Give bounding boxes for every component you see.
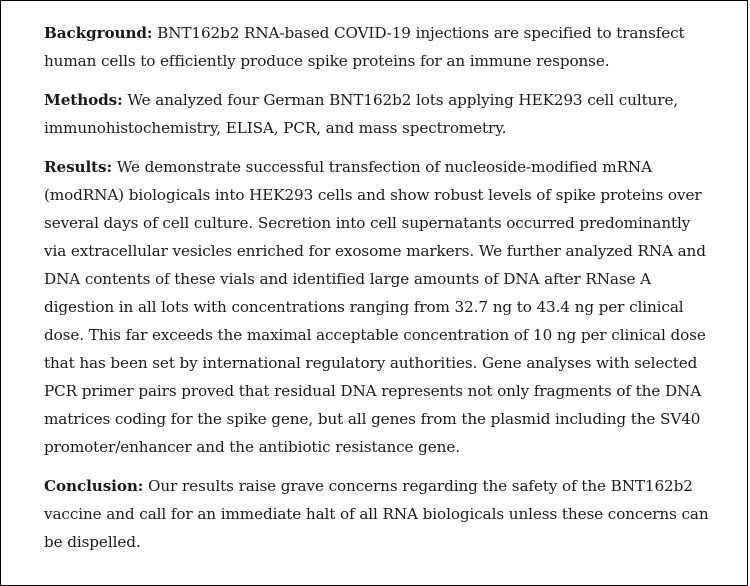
results-section (44, 153, 712, 461)
background-section (44, 19, 712, 75)
background-label: Background: (44, 24, 153, 42)
conclusion-section (44, 472, 712, 556)
methods-label: Methods: (44, 91, 123, 109)
methods-text: We analyzed four German BNT162b2 lots applying HEK293 cell culture, immunohistochemistry, ELISA, PCR, and mass spectrometry. (44, 91, 679, 137)
conclusion-text: Our results raise grave concerns regarding the safety of the BNT162b2 vaccine and call for an immediate halt of all RNA biologicals unless these concerns can be dispelled. (44, 477, 709, 551)
methods-section (44, 86, 712, 142)
results-label: Results: (44, 158, 113, 176)
background-text: BNT162b2 RNA-based COVID-19 injections are specified to transfect human cells to efficiently produce spike proteins for an immune response. (44, 24, 685, 70)
conclusion-label: Conclusion: (44, 477, 144, 495)
results-text: We demonstrate successful transfection of nucleoside-modified mRNA (modRNA) biologicals into HEK293 cells and show robust levels of spike proteins over several days of cell culture. Secretion into cell supernatants occurred predominantly via extracellular vesicles enriched for exosome markers. We further analyzed RNA and DNA contents of these vials and identified large amounts of DNA after RNase A digestion in all lots with concentrations ranging from 32.7 ng to 43.4 ng per clinical dose. This far exceeds the maximal acceptable concentration of 10 ng per clinical dose that has been set by international regulatory authorities. Gene analyses with selected PCR primer pairs proved that residual DNA represents not only fragments of the DNA matrices coding for the spike gene, but all genes from the plasmid including the SV40 promoter/enhancer and the antibiotic resistance gene. (44, 158, 706, 456)
abstract-body (44, 19, 712, 567)
